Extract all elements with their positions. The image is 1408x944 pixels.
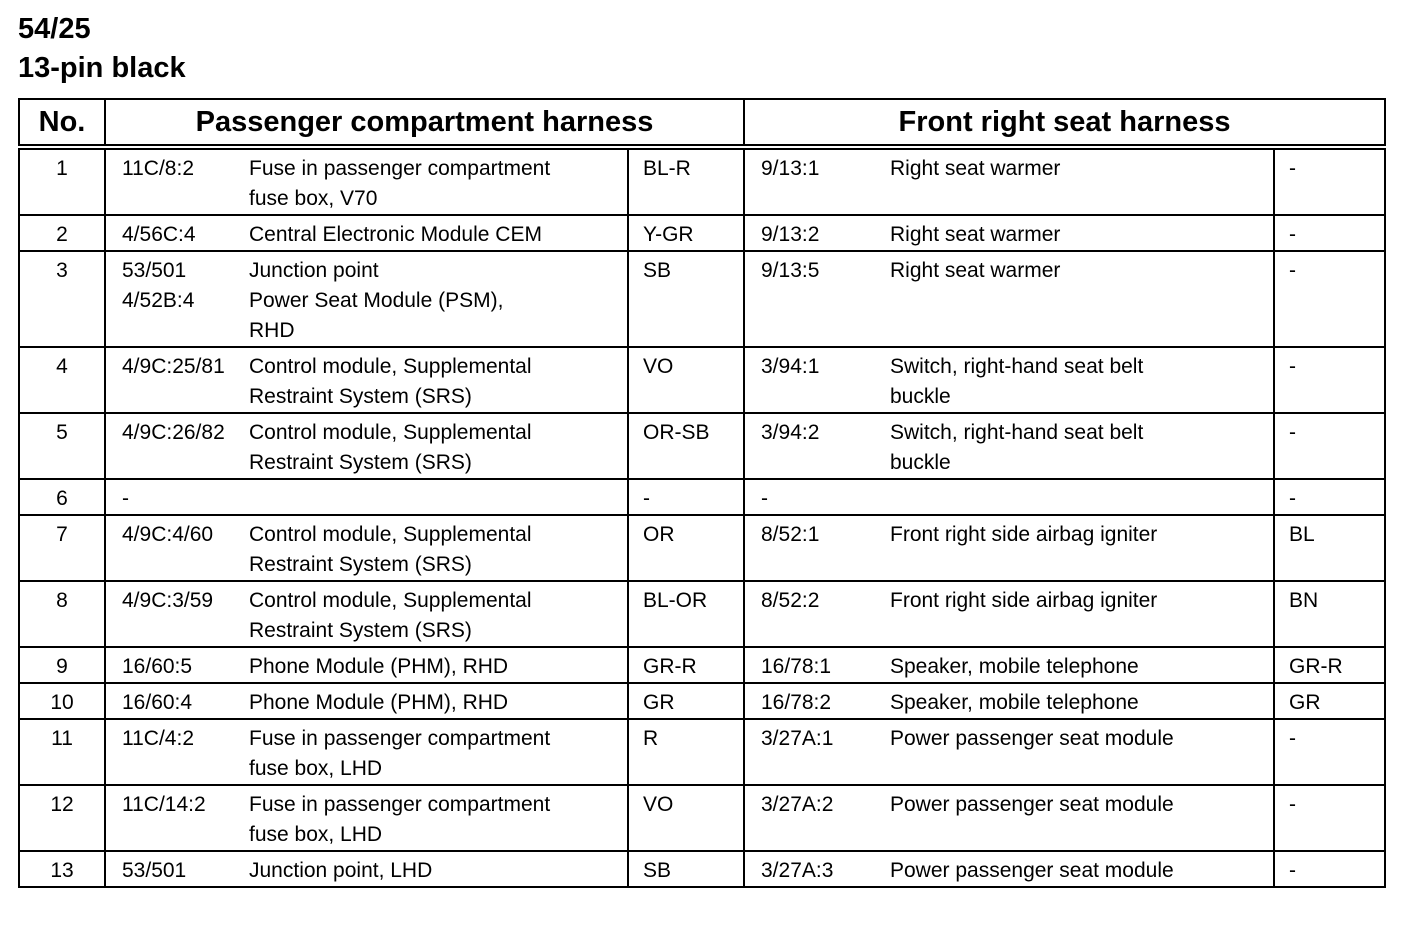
passenger-harness-description-line: Restraint System (SRS) xyxy=(249,385,472,408)
passenger-harness-description-line: fuse box, LHD xyxy=(249,757,383,780)
pin-number: 3 xyxy=(19,251,105,347)
pin-number: 9 xyxy=(19,647,105,683)
header-no: No. xyxy=(19,99,105,147)
passenger-harness-wire-color: GR xyxy=(628,683,744,719)
pin-number: 8 xyxy=(19,581,105,647)
pin-table xyxy=(18,98,1386,888)
passenger-harness-code-line: 53/501 xyxy=(122,259,187,282)
connector-type: 13-pin black xyxy=(18,52,186,84)
passenger-harness-description-line: Fuse in passenger compartment xyxy=(249,793,551,816)
seat-harness-code: - xyxy=(744,479,886,515)
seat-harness-code: 3/27A:3 xyxy=(744,851,886,887)
passenger-harness-wire-color: Y-GR xyxy=(628,215,744,251)
seat-harness-code: 8/52:1 xyxy=(744,515,886,581)
pin-number: 1 xyxy=(19,147,105,215)
table-row xyxy=(19,347,1385,413)
passenger-harness-code xyxy=(105,581,247,647)
passenger-harness-code-line: - xyxy=(122,487,129,510)
passenger-harness-description xyxy=(247,251,628,347)
passenger-harness-wire-color: GR-R xyxy=(628,647,744,683)
table-row xyxy=(19,479,1385,515)
passenger-harness-code xyxy=(105,251,247,347)
seat-harness-code: 16/78:1 xyxy=(744,647,886,683)
passenger-harness-code-line: 16/60:5 xyxy=(122,655,193,678)
seat-harness-description-line: Right seat warmer xyxy=(890,223,1061,246)
passenger-harness-wire-color: VO xyxy=(628,785,744,851)
passenger-harness-description-line: RHD xyxy=(249,319,295,342)
passenger-harness-description xyxy=(247,719,628,785)
seat-harness-description-line: buckle xyxy=(890,451,951,474)
passenger-harness-description-line: Restraint System (SRS) xyxy=(249,451,472,474)
passenger-harness-wire-color: SB xyxy=(628,851,744,887)
passenger-harness-code xyxy=(105,215,247,251)
passenger-harness-code xyxy=(105,851,247,887)
table-row xyxy=(19,647,1385,683)
seat-harness-description-line: Power passenger seat module xyxy=(890,727,1174,750)
passenger-harness-description-line: Control module, Supplemental xyxy=(249,523,532,546)
passenger-harness-wire-color: BL-R xyxy=(628,147,744,215)
seat-harness-description xyxy=(886,147,1274,215)
passenger-harness-wire-color: VO xyxy=(628,347,744,413)
passenger-harness-code-line: 53/501 xyxy=(122,859,187,882)
passenger-harness-code xyxy=(105,413,247,479)
table-row xyxy=(19,515,1385,581)
seat-harness-wire-color: BN xyxy=(1274,581,1385,647)
seat-harness-wire-color: - xyxy=(1274,413,1385,479)
passenger-harness-wire-color: SB xyxy=(628,251,744,347)
seat-harness-description xyxy=(886,581,1274,647)
seat-harness-description-line: Switch, right-hand seat belt xyxy=(890,355,1144,378)
seat-harness-wire-color: - xyxy=(1274,719,1385,785)
passenger-harness-description-line: Junction point, LHD xyxy=(249,859,433,882)
passenger-harness-wire-color: R xyxy=(628,719,744,785)
passenger-harness-code-line: 4/56C:4 xyxy=(122,223,196,246)
pin-number: 4 xyxy=(19,347,105,413)
seat-harness-description-line: Front right side airbag igniter xyxy=(890,523,1158,546)
seat-harness-code: 9/13:2 xyxy=(744,215,886,251)
passenger-harness-description xyxy=(247,647,628,683)
seat-harness-description xyxy=(886,347,1274,413)
passenger-harness-description-line: Power Seat Module (PSM), xyxy=(249,289,504,312)
table-row xyxy=(19,413,1385,479)
seat-harness-code: 8/52:2 xyxy=(744,581,886,647)
passenger-harness-code xyxy=(105,647,247,683)
passenger-harness-code xyxy=(105,515,247,581)
pin-number: 7 xyxy=(19,515,105,581)
seat-harness-wire-color: - xyxy=(1274,851,1385,887)
table-row xyxy=(19,683,1385,719)
passenger-harness-code xyxy=(105,147,247,215)
table-row xyxy=(19,785,1385,851)
passenger-harness-wire-color: - xyxy=(628,479,744,515)
pin-number: 6 xyxy=(19,479,105,515)
passenger-harness-code-line: 4/9C:3/59 xyxy=(122,589,214,612)
seat-harness-description-line: Front right side airbag igniter xyxy=(890,589,1158,612)
table-row xyxy=(19,215,1385,251)
passenger-harness-code-line: 16/60:4 xyxy=(122,691,193,714)
pin-number: 10 xyxy=(19,683,105,719)
seat-harness-code: 16/78:2 xyxy=(744,683,886,719)
passenger-harness-code-line: 4/9C:4/60 xyxy=(122,523,214,546)
seat-harness-description xyxy=(886,851,1274,887)
pin-number: 11 xyxy=(19,719,105,785)
passenger-harness-code-line: 11C/4:2 xyxy=(122,727,194,750)
seat-harness-wire-color: GR xyxy=(1274,683,1385,719)
header-passenger-harness: Passenger compartment harness xyxy=(105,99,744,147)
table-body xyxy=(19,147,1385,887)
seat-harness-description xyxy=(886,683,1274,719)
passenger-harness-code-line: 11C/14:2 xyxy=(122,793,206,816)
seat-harness-description-line: Right seat warmer xyxy=(890,157,1061,180)
passenger-harness-code-line: 11C/8:2 xyxy=(122,157,194,180)
seat-harness-code: 9/13:1 xyxy=(744,147,886,215)
seat-harness-description xyxy=(886,479,1274,515)
passenger-harness-code xyxy=(105,479,247,515)
passenger-harness-description-line: Junction point xyxy=(249,259,379,282)
seat-harness-description xyxy=(886,785,1274,851)
passenger-harness-code-line: 4/52B:4 xyxy=(122,289,195,312)
seat-harness-wire-color: - xyxy=(1274,251,1385,347)
table-row xyxy=(19,581,1385,647)
seat-harness-wire-color: - xyxy=(1274,147,1385,215)
passenger-harness-description-line: Phone Module (PHM), RHD xyxy=(249,655,509,678)
passenger-harness-code xyxy=(105,719,247,785)
seat-harness-code: 3/94:1 xyxy=(744,347,886,413)
connector-number: 54/25 xyxy=(18,13,91,45)
passenger-harness-description-line: Control module, Supplemental xyxy=(249,421,532,444)
passenger-harness-wire-color: BL-OR xyxy=(628,581,744,647)
table-row xyxy=(19,251,1385,347)
passenger-harness-description xyxy=(247,581,628,647)
passenger-harness-description-line: Central Electronic Module CEM xyxy=(249,223,542,246)
passenger-harness-code xyxy=(105,683,247,719)
passenger-harness-description xyxy=(247,479,628,515)
passenger-harness-description xyxy=(247,851,628,887)
passenger-harness-wire-color: OR xyxy=(628,515,744,581)
passenger-harness-description-line: Phone Module (PHM), RHD xyxy=(249,691,509,714)
passenger-harness-description-line: Fuse in passenger compartment xyxy=(249,157,551,180)
seat-harness-description-line: Speaker, mobile telephone xyxy=(890,655,1139,678)
passenger-harness-description xyxy=(247,413,628,479)
passenger-harness-description xyxy=(247,215,628,251)
seat-harness-wire-color: BL xyxy=(1274,515,1385,581)
table-row xyxy=(19,851,1385,887)
seat-harness-wire-color: - xyxy=(1274,215,1385,251)
pin-number: 5 xyxy=(19,413,105,479)
passenger-harness-wire-color: OR-SB xyxy=(628,413,744,479)
pin-number: 12 xyxy=(19,785,105,851)
passenger-harness-code-line: 4/9C:26/82 xyxy=(122,421,225,444)
seat-harness-description xyxy=(886,215,1274,251)
passenger-harness-description xyxy=(247,147,628,215)
seat-harness-description-line: Power passenger seat module xyxy=(890,793,1174,816)
seat-harness-description-line: Speaker, mobile telephone xyxy=(890,691,1139,714)
passenger-harness-description xyxy=(247,347,628,413)
passenger-harness-description-line: fuse box, V70 xyxy=(249,187,378,210)
seat-harness-code: 9/13:5 xyxy=(744,251,886,347)
passenger-harness-code xyxy=(105,347,247,413)
table-row xyxy=(19,719,1385,785)
seat-harness-description-line: Switch, right-hand seat belt xyxy=(890,421,1144,444)
header-front-right-seat-harness: Front right seat harness xyxy=(744,99,1385,147)
passenger-harness-description xyxy=(247,515,628,581)
passenger-harness-description-line: Restraint System (SRS) xyxy=(249,619,472,642)
seat-harness-description xyxy=(886,515,1274,581)
passenger-harness-description-line: Control module, Supplemental xyxy=(249,355,532,378)
seat-harness-wire-color: - xyxy=(1274,347,1385,413)
seat-harness-description xyxy=(886,251,1274,347)
seat-harness-description xyxy=(886,647,1274,683)
passenger-harness-description-line: fuse box, LHD xyxy=(249,823,383,846)
passenger-harness-description-line: Fuse in passenger compartment xyxy=(249,727,551,750)
passenger-harness-description xyxy=(247,785,628,851)
seat-harness-wire-color: - xyxy=(1274,785,1385,851)
seat-harness-description xyxy=(886,719,1274,785)
seat-harness-description xyxy=(886,413,1274,479)
pin-number: 13 xyxy=(19,851,105,887)
pin-number: 2 xyxy=(19,215,105,251)
seat-harness-code: 3/27A:1 xyxy=(744,719,886,785)
passenger-harness-description xyxy=(247,683,628,719)
passenger-harness-description-line: Restraint System (SRS) xyxy=(249,553,472,576)
table-header-row xyxy=(19,99,1385,147)
seat-harness-description-line: buckle xyxy=(890,385,951,408)
seat-harness-wire-color: GR-R xyxy=(1274,647,1385,683)
passenger-harness-code xyxy=(105,785,247,851)
seat-harness-description-line: Power passenger seat module xyxy=(890,859,1174,882)
passenger-harness-description-line: Control module, Supplemental xyxy=(249,589,532,612)
seat-harness-code: 3/94:2 xyxy=(744,413,886,479)
table-row xyxy=(19,147,1385,215)
passenger-harness-code-line: 4/9C:25/81 xyxy=(122,355,225,378)
seat-harness-wire-color: - xyxy=(1274,479,1385,515)
seat-harness-code: 3/27A:2 xyxy=(744,785,886,851)
seat-harness-description-line: Right seat warmer xyxy=(890,259,1061,282)
